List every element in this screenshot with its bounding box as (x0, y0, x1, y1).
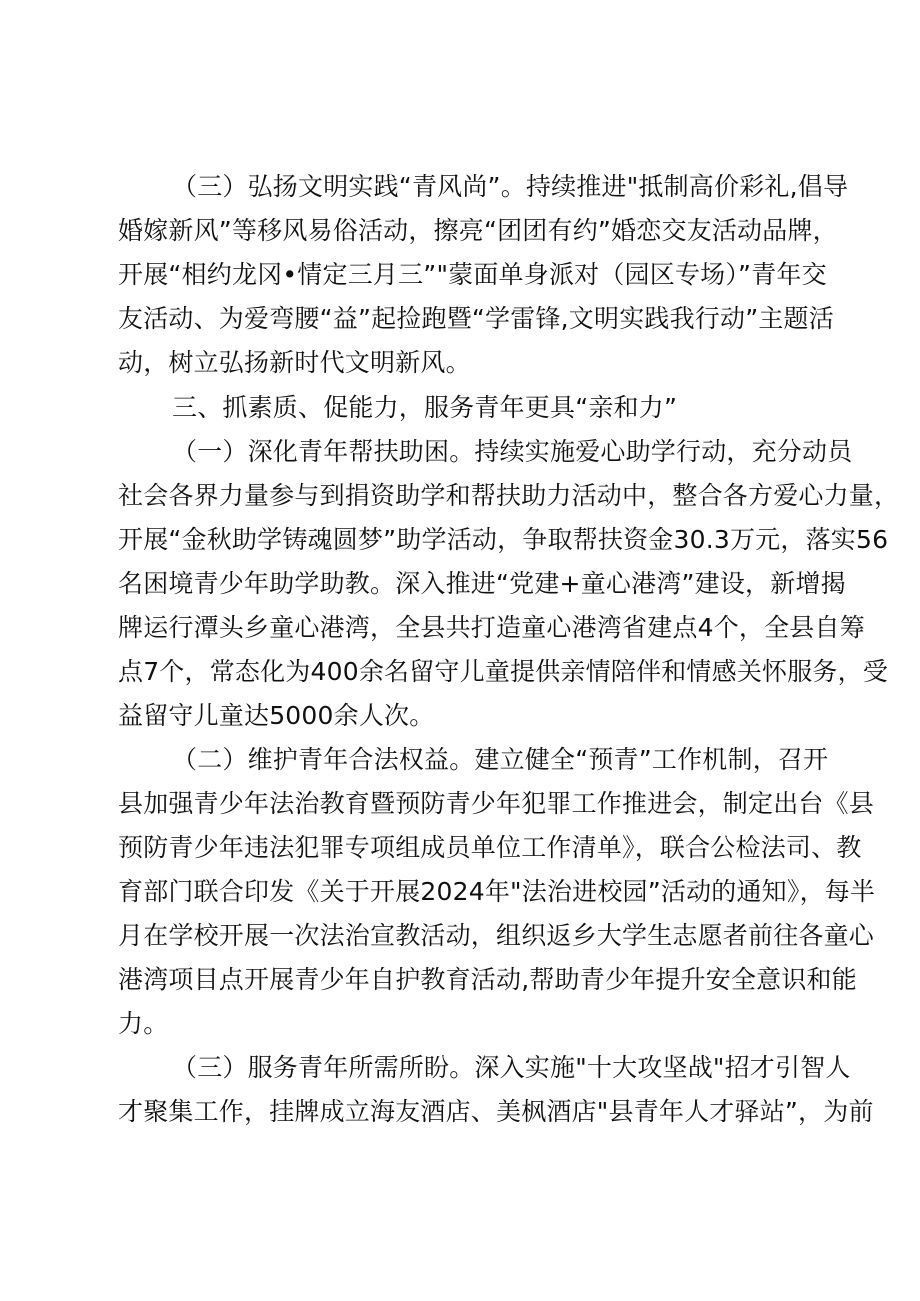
paragraph-2-line-7: 力。 (118, 1009, 169, 1038)
paragraph-1-line-2: 社会各界力量参与到捐资助学和帮扶助力活动中，整合各方爱心力量， (118, 481, 900, 510)
paragraph-3-line-1: （三）服务青年所需所盼。深入实施"十大攻坚战"招才引智人 (172, 1053, 851, 1082)
paragraph-3-3-line-3: 开展“相约龙冈•情定三月三”"蒙面单身派对（园区专场）”青年交 (118, 260, 827, 289)
paragraph-2-line-5: 月在学校开展一次法治宣教活动，组织返乡大学生志愿者前往各童心 (118, 921, 875, 950)
paragraph-3-3-line-4: 友活动、为爱弯腰“益”起捡跑暨“学雷锋,文明实践我行动”主题活 (118, 304, 834, 333)
paragraph-1-line-1: （一）深化青年帮扶助困。持续实施爱心助学行动，充分动员 (172, 437, 853, 466)
paragraph-2-line-6: 港湾项目点开展青少年自护教育活动,帮助青少年提升安全意识和能 (118, 965, 857, 994)
paragraph-3-3-line-2: 婚嫁新风”等移风易俗活动，擦亮“团团有约”婚恋交友活动品牌， (118, 216, 838, 245)
section-heading-3: 三、抓素质、促能力，服务青年更具“亲和力” (172, 393, 678, 422)
paragraph-2-line-3: 预防青少年违法犯罪专项组成员单位工作清单》，联合公检法司、教 (118, 833, 862, 862)
paragraph-1-line-6: 点7个，常态化为400余名留守儿童提供亲情陪伴和情感关怀服务，受 (118, 657, 889, 686)
paragraph-1-line-5: 牌运行潭头乡童心港湾，全县共打造童心港湾省建点4个，全县自筹 (118, 613, 865, 642)
paragraph-3-line-2: 才聚集工作，挂牌成立海友酒店、美枫酒店"县青年人才驿站”，为前 (118, 1097, 874, 1126)
paragraph-3-3-line-5: 动，树立弘扬新时代文明新风。 (118, 348, 471, 377)
paragraph-1-line-3: 开展“金秋助学铸魂圆梦”助学活动，争取帮扶资金30.3万元，落实56 (118, 525, 889, 554)
paragraph-1-line-7: 益留守儿童达5000余人次。 (118, 701, 435, 730)
paragraph-2-line-2: 县加强青少年法治教育暨预防青少年犯罪工作推进会，制定出台《县 (118, 789, 875, 818)
paragraph-2-line-1: （二）维护青年合法权益。建立健全“预青”工作机制，召开 (172, 745, 829, 774)
paragraph-1-line-4: 名困境青少年助学助教。深入推进“党建+童心港湾”建设，新增揭 (118, 569, 846, 598)
paragraph-2-line-4: 育部门联合印发《关于开展2024年"法治进校园”活动的通知》，每半 (118, 877, 876, 906)
paragraph-3-3-line-1: （三）弘扬文明实践“青风尚”。持续推进"抵制高价彩礼,倡导 (172, 172, 849, 201)
